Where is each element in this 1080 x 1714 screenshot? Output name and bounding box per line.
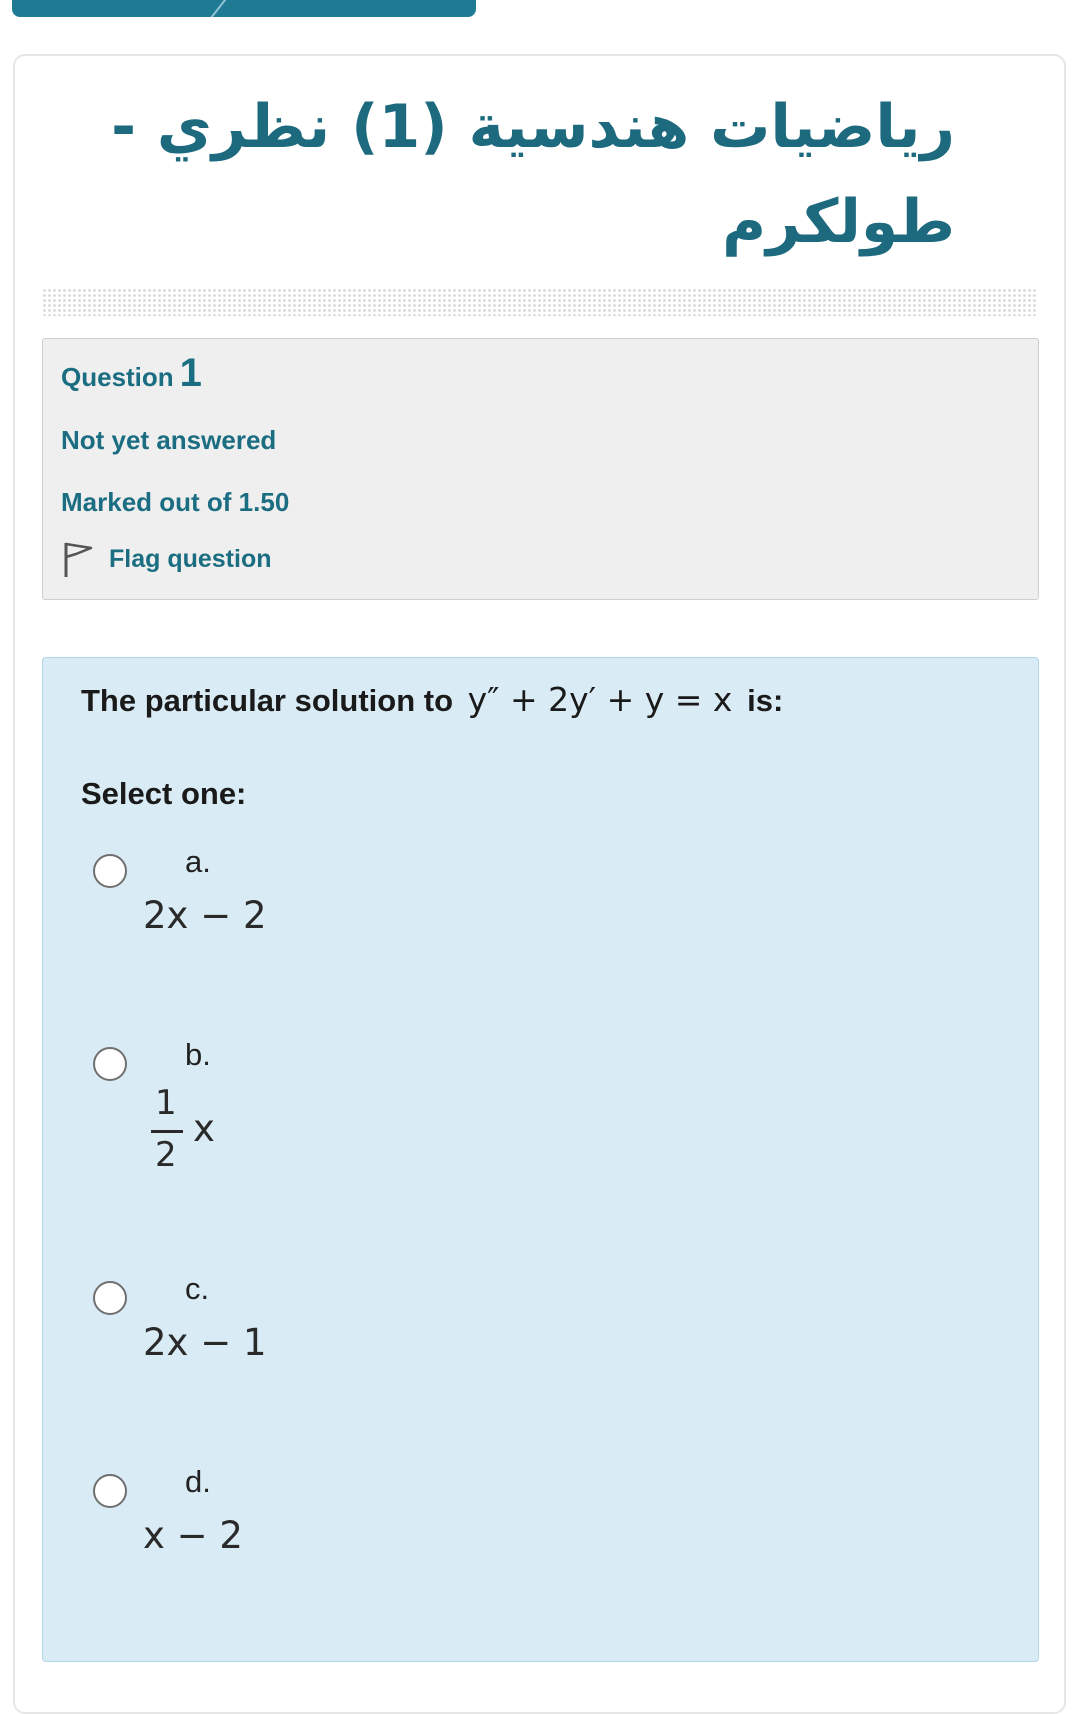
radio-button-c[interactable] — [93, 1281, 127, 1315]
radio-button-b[interactable] — [93, 1047, 127, 1081]
question-grade: Marked out of 1.50 — [61, 487, 290, 517]
answer-option-d[interactable] — [93, 1464, 493, 1600]
option-letter: c. — [185, 1271, 210, 1306]
dotted-divider — [42, 288, 1037, 316]
answer-option-a[interactable] — [93, 844, 493, 980]
question-equation: y″ + 2y′ + y = x — [467, 680, 733, 719]
question-text-prefix: The particular solution to — [81, 683, 454, 718]
option-fraction-expression — [151, 1083, 241, 1183]
top-navigation-bar — [12, 0, 476, 17]
option-letter: a. — [185, 844, 211, 879]
option-expression: x − 2 — [143, 1514, 243, 1557]
answer-option-c[interactable] — [93, 1271, 493, 1407]
answer-option-b[interactable] — [93, 1037, 493, 1175]
question-label: Question — [61, 362, 174, 392]
fraction-denominator: 2 — [155, 1135, 177, 1175]
question-text-suffix: is: — [747, 683, 784, 718]
option-letter: d. — [185, 1464, 211, 1499]
question-info-panel — [42, 338, 1039, 600]
option-expression: 2x − 1 — [143, 1321, 267, 1364]
navbar-divider — [209, 0, 227, 17]
fraction-numerator: 1 — [155, 1083, 177, 1123]
option-letter: b. — [185, 1037, 211, 1072]
question-text — [81, 680, 783, 719]
question-number-value: 1 — [179, 351, 202, 395]
page-title: رياضيات هندسية (1) نظري - طولكرم — [111, 92, 955, 257]
flag-question-button[interactable] — [61, 539, 272, 579]
question-state: Not yet answered — [61, 425, 277, 455]
select-one-prompt: Select one: — [81, 776, 247, 811]
flag-outline-icon — [61, 539, 95, 579]
option-expression: 2x − 2 — [143, 894, 267, 937]
fraction-bar — [151, 1130, 183, 1133]
flag-question-label: Flag question — [109, 544, 272, 573]
radio-button-d[interactable] — [93, 1474, 127, 1508]
question-number — [61, 351, 202, 396]
fraction-variable: x — [193, 1107, 215, 1150]
radio-button-a[interactable] — [93, 854, 127, 888]
question-content — [42, 657, 1039, 1662]
